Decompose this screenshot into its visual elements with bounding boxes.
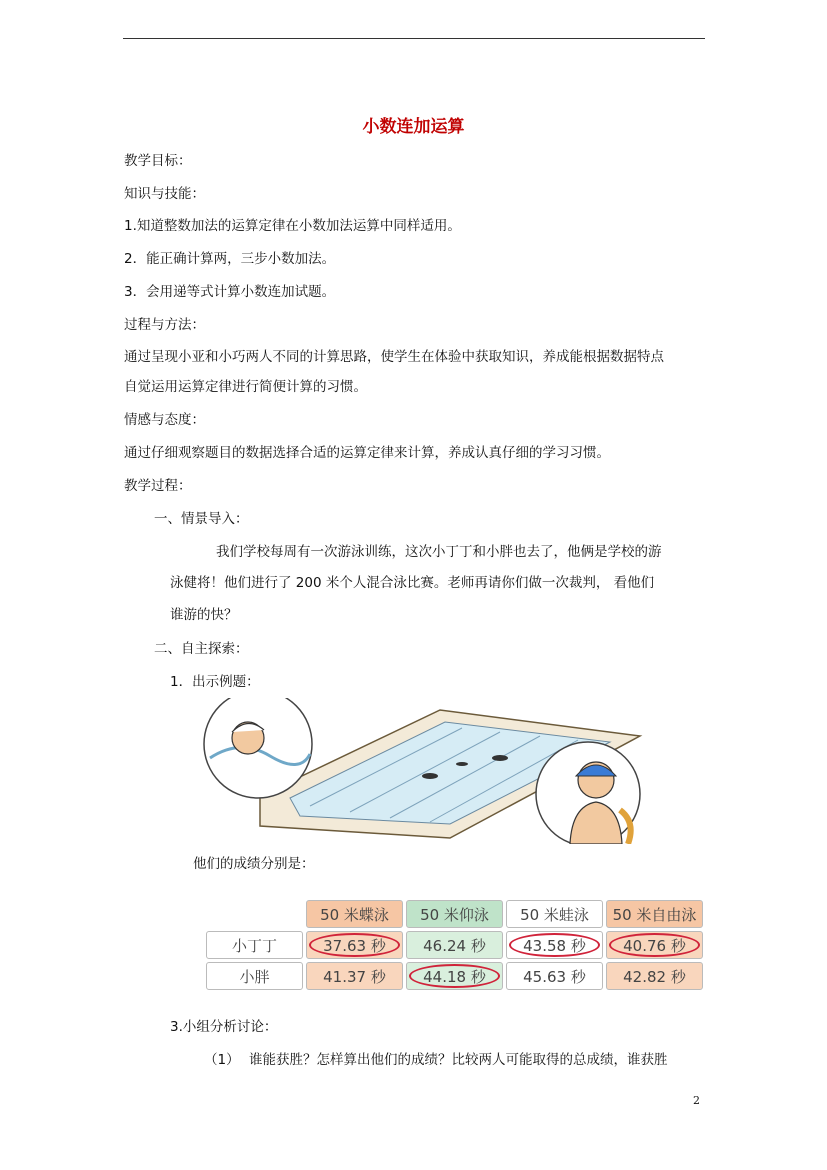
score-cell <box>406 962 503 990</box>
process-method-line-2: 自觉运用运算定律进行简便计算的习惯。 <box>124 379 367 395</box>
column-header: 50 米仰泳 <box>406 900 503 928</box>
heading-teaching-process: 教学过程： <box>124 478 192 494</box>
table-header-row <box>206 900 703 928</box>
score-cell <box>506 962 603 990</box>
header-rule <box>123 38 705 39</box>
part-2-heading: 二、自主探索： <box>154 641 249 657</box>
heading-process-method: 过程与方法： <box>124 317 205 333</box>
column-header: 50 米自由泳 <box>606 900 703 928</box>
question-1-number: （1） <box>204 1052 240 1068</box>
step-1-heading: 1．出示例题： <box>170 674 260 690</box>
intro-line-1: 我们学校每周有一次游泳训练，这次小丁丁和小胖也去了，他俩是学校的游 <box>216 544 662 560</box>
row-name: 小胖 <box>206 962 303 990</box>
score-cell <box>606 931 703 959</box>
heading-emotion: 情感与态度： <box>124 412 205 428</box>
score-table <box>203 897 706 993</box>
heading-goals: 教学目标： <box>124 153 192 169</box>
red-circle-mark <box>609 933 700 957</box>
intro-line-2: 泳健将！他们进行了 200 米个人混合泳比赛。老师再请你们做一次裁判， 看他们 <box>170 575 655 591</box>
score-value: 41.37 秒 <box>323 967 386 986</box>
heading-knowledge: 知识与技能： <box>124 186 205 202</box>
question-1-text: 谁能获胜？怎样算出他们的成绩？比较两人可能取得的总成绩，谁获胜 <box>249 1052 668 1068</box>
knowledge-item-1: 1.知道整数加法的运算定律在小数加法运算中同样适用。 <box>124 218 461 234</box>
process-method-line-1: 通过呈现小亚和小巧两人不同的计算思路，使学生在体验中获取知识，养成能根据数据特点 <box>124 349 664 365</box>
page-title: 小数连加运算 <box>362 117 465 137</box>
score-value: 37.63 秒 <box>323 936 386 955</box>
score-value: 40.76 秒 <box>623 936 686 955</box>
score-value: 43.58 秒 <box>523 936 586 955</box>
page-number: 2 <box>693 1094 700 1107</box>
score-cell <box>406 931 503 959</box>
row-name: 小丁丁 <box>206 931 303 959</box>
emotion-text: 通过仔细观察题目的数据选择合适的运算定律来计算，养成认真仔细的学习习惯。 <box>124 445 610 461</box>
red-circle-mark <box>309 933 400 957</box>
column-header: 50 米蝶泳 <box>306 900 403 928</box>
score-cell <box>506 931 603 959</box>
table-row <box>206 931 703 959</box>
intro-line-3: 谁游的快？ <box>170 607 238 623</box>
score-value: 45.63 秒 <box>523 967 586 986</box>
score-cell <box>306 962 403 990</box>
step-3-heading: 3.小组分析讨论： <box>170 1019 278 1035</box>
score-cell <box>606 962 703 990</box>
score-value: 44.18 秒 <box>423 967 486 986</box>
column-header: 50 米蛙泳 <box>506 900 603 928</box>
scores-intro: 他们的成绩分别是： <box>193 856 315 872</box>
red-circle-mark <box>509 933 600 957</box>
knowledge-item-2: 2．能正确计算两，三步小数加法。 <box>124 251 336 267</box>
header-empty-cell <box>206 900 303 928</box>
knowledge-item-3: 3．会用递等式计算小数连加试题。 <box>124 284 336 300</box>
red-circle-mark <box>409 964 500 988</box>
swimming-pool-illustration <box>200 698 644 844</box>
score-value: 46.24 秒 <box>423 936 486 955</box>
table-row <box>206 962 703 990</box>
score-cell <box>306 931 403 959</box>
part-1-heading: 一、情景导入： <box>154 511 249 527</box>
score-value: 42.82 秒 <box>623 967 686 986</box>
